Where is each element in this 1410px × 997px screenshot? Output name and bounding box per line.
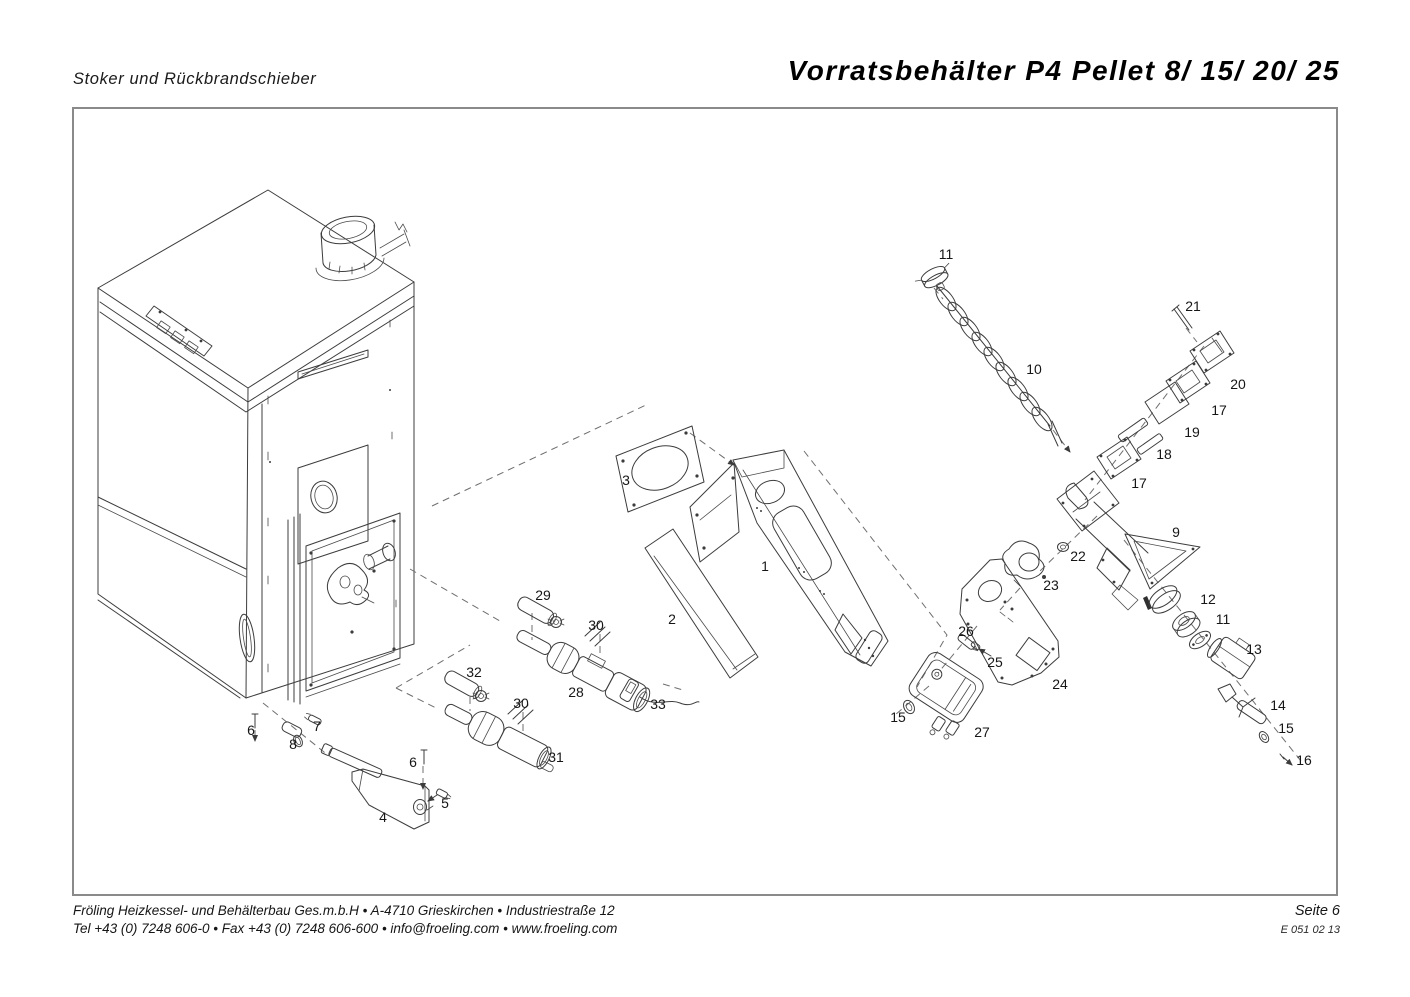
part-number-label: 17 [1211, 402, 1227, 418]
part-number-label: 6 [409, 754, 417, 770]
part-number-label: 19 [1184, 424, 1200, 440]
part-number-label: 2 [668, 611, 676, 627]
part-number-label: 4 [379, 809, 387, 825]
part-number-label: 17 [1131, 475, 1147, 491]
part-22-nut [1058, 543, 1069, 552]
part-number-label: 29 [535, 587, 551, 603]
part-number-label: 11 [938, 246, 954, 262]
part-number-label: 30 [513, 695, 529, 711]
part-number-label: 26 [958, 623, 974, 639]
part-17-frame-lower [1097, 437, 1141, 479]
part-number-label: 21 [1185, 298, 1201, 314]
part-number-label: 28 [568, 684, 584, 700]
part-6-pins [252, 714, 427, 764]
part-14-lever [1218, 684, 1268, 725]
part-number-label: 8 [289, 736, 297, 752]
part-number-label: 16 [1296, 752, 1312, 768]
part-8-bushing [281, 721, 304, 749]
part-number-label: 12 [1200, 591, 1216, 607]
exploded-parts-diagram [74, 109, 1336, 894]
part-number-label: 15 [890, 709, 906, 725]
part-32-sleeve [443, 669, 489, 702]
boiler-drawing [98, 190, 414, 704]
part-30-screws-lower [508, 700, 533, 724]
part-number-label: 24 [1052, 676, 1068, 692]
part-23-bracket-plate [1003, 541, 1046, 586]
part-number-label: 7 [313, 718, 321, 734]
part-12-gasket [1145, 581, 1184, 617]
part-number-label: 14 [1270, 697, 1286, 713]
footer-doc-code: E 051 02 13 [1280, 924, 1340, 936]
part-2-channel [645, 529, 758, 678]
part-number-label: 32 [466, 664, 482, 680]
part-3-flange [616, 426, 704, 512]
part-number-label: 9 [1172, 524, 1180, 540]
part-5-screw [428, 788, 452, 801]
part-number-label: 1 [761, 558, 769, 574]
part-1-stoker-channel [690, 450, 888, 666]
part-18-strips [1118, 418, 1164, 455]
part-15-washers [901, 698, 1270, 744]
part-number-label: 15 [1278, 720, 1294, 736]
part-number-label: 30 [588, 617, 604, 633]
part-number-label: 10 [1026, 361, 1042, 377]
footer-page-number: Seite 6 [1294, 903, 1340, 919]
part-number-label: 27 [974, 724, 990, 740]
page-title: Vorratsbehälter P4 Pellet 8/ 15/ 20/ 25 [787, 55, 1340, 86]
part-28-igniter [511, 619, 654, 715]
part-33-cable [619, 678, 699, 705]
part-11-flange [1169, 608, 1213, 652]
part-10-auger [932, 284, 1062, 446]
part-number-label: 31 [548, 749, 564, 765]
part-20-frame [1190, 331, 1234, 373]
part-number-label: 20 [1230, 376, 1246, 392]
part-16-screw [1280, 754, 1292, 765]
part-13-coupler [1204, 627, 1259, 680]
part-number-label: 25 [987, 654, 1003, 670]
part-number-label: 11 [1215, 611, 1231, 627]
part-number-label: 13 [1246, 641, 1262, 657]
part-number-label: 6 [247, 722, 255, 738]
part-number-label: 22 [1070, 548, 1086, 564]
part-31-igniter [439, 695, 562, 778]
part-29-sleeve [516, 595, 564, 628]
part-30-screws-upper [585, 622, 610, 646]
part-19-plate [1145, 382, 1189, 424]
part-number-label: 3 [622, 472, 630, 488]
part-number-label: 5 [441, 795, 449, 811]
part-number-label: 23 [1043, 577, 1059, 593]
part-4-slide-wedge [321, 743, 433, 829]
part-21-pin [1172, 305, 1192, 330]
footer-company-line: Fröling Heizkessel- und Behälterbau Ges.m.b.H • A-4710 Grieskirchen • Industriestraße 12 [73, 903, 615, 918]
footer-contact-line: Tel +43 (0) 7248 606-0 • Fax +43 (0) 7248 606-600 • info@froeling.com • www.froeling.com [73, 921, 618, 936]
part-number-label: 33 [650, 696, 666, 712]
part-7-screw [304, 713, 322, 726]
section-title: Stoker und Rückbrandschieber [73, 70, 317, 88]
part-number-label: 18 [1156, 446, 1172, 462]
leader-lines [255, 288, 1301, 789]
part-9-bracket [1097, 534, 1200, 610]
